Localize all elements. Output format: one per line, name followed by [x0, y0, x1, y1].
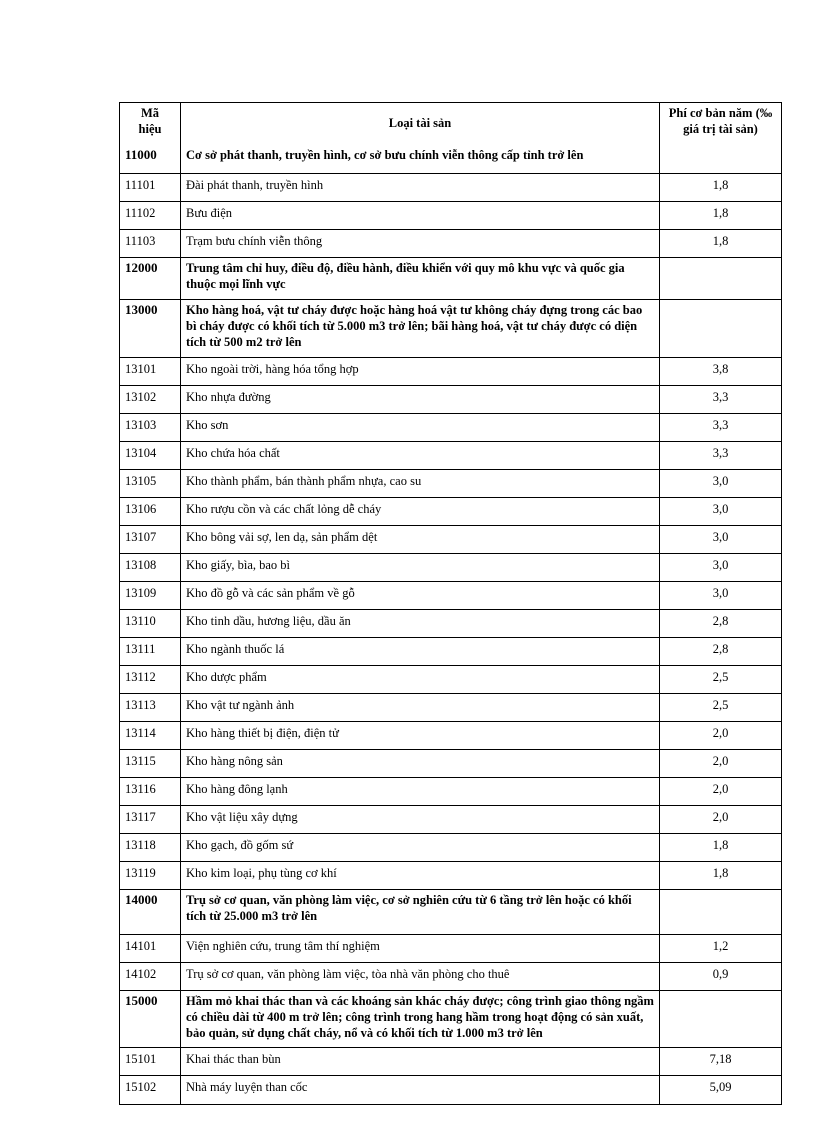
- table-row: [120, 666, 782, 694]
- type-cell: Kho rượu cồn và các chất lỏng dễ cháy: [181, 498, 660, 526]
- fee-cell: 2,0: [660, 750, 782, 778]
- type-cell: Kho gạch, đồ gốm sứ: [181, 834, 660, 862]
- type-cell: Kho bông vải sợ, len dạ, sản phẩm dệt: [181, 526, 660, 554]
- fee-cell: 3,0: [660, 526, 782, 554]
- fee-cell: 3,8: [660, 358, 782, 386]
- code-cell: 13114: [120, 722, 181, 750]
- table-row: [120, 750, 782, 778]
- fee-header-cell: [660, 103, 782, 174]
- type-cell: Kho hàng thiết bị điện, điện tử: [181, 722, 660, 750]
- code-header-cell: [120, 103, 181, 174]
- type-cell: Đài phát thanh, truyền hình: [181, 174, 660, 202]
- table-row: [120, 610, 782, 638]
- fee-cell: 3,0: [660, 498, 782, 526]
- code-cell: 13105: [120, 470, 181, 498]
- type-cell: Kho vật liệu xây dựng: [181, 806, 660, 834]
- fee-cell: 5,09: [660, 1076, 782, 1105]
- table-row: [120, 526, 782, 554]
- code-cell: 13104: [120, 442, 181, 470]
- type-column-header: Loại tài sản: [388, 116, 452, 130]
- code-cell: 13106: [120, 498, 181, 526]
- fee-cell: 1,8: [660, 202, 782, 230]
- type-cell: Kho tinh dầu, hương liệu, dầu ăn: [181, 610, 660, 638]
- fee-cell: 1,8: [660, 834, 782, 862]
- code-cell: 13110: [120, 610, 181, 638]
- type-cell: Kho ngoài trời, hàng hóa tổng hợp: [181, 358, 660, 386]
- code-cell: 13116: [120, 778, 181, 806]
- type-cell: Trung tâm chỉ huy, điều độ, điều hành, điều khiển với quy mô khu vực và quốc gia thuộc mọi lĩnh vực: [181, 258, 660, 300]
- fee-table: [119, 102, 782, 1105]
- type-cell: Kho giấy, bìa, bao bì: [181, 554, 660, 582]
- code-cell: 13107: [120, 526, 181, 554]
- type-header-cell: [181, 103, 660, 174]
- code-column-header: Mã hiệu: [138, 106, 162, 136]
- fee-cell: 7,18: [660, 1048, 782, 1076]
- type-cell: Khai thác than bùn: [181, 1048, 660, 1076]
- type-cell: Kho vật tư ngành ảnh: [181, 694, 660, 722]
- code-cell: 13111: [120, 638, 181, 666]
- fee-cell: 3,3: [660, 442, 782, 470]
- table-header-row: [120, 103, 782, 174]
- fee-cell: 0,9: [660, 963, 782, 991]
- fee-cell: [660, 991, 782, 1048]
- fee-cell: 1,2: [660, 935, 782, 963]
- type-cell: Viện nghiên cứu, trung tâm thí nghiệm: [181, 935, 660, 963]
- group-row: [120, 300, 782, 358]
- group-row: [120, 991, 782, 1048]
- type-cell: Trạm bưu chính viễn thông: [181, 230, 660, 258]
- table-row: [120, 554, 782, 582]
- fee-cell: 3,0: [660, 470, 782, 498]
- code-cell: 13112: [120, 666, 181, 694]
- type-cell: Kho sơn: [181, 414, 660, 442]
- fee-cell: 3,0: [660, 554, 782, 582]
- type-cell: Kho kim loại, phụ tùng cơ khí: [181, 862, 660, 890]
- table-row: [120, 694, 782, 722]
- type-cell: Kho ngành thuốc lá: [181, 638, 660, 666]
- type-cell: Trụ sở cơ quan, văn phòng làm việc, tòa nhà văn phòng cho thuê: [181, 963, 660, 991]
- code-cell: 12000: [120, 258, 181, 300]
- code-cell: 13109: [120, 582, 181, 610]
- fee-cell: 2,5: [660, 694, 782, 722]
- fee-cell: 1,8: [660, 174, 782, 202]
- code-cell: 11101: [120, 174, 181, 202]
- code-cell: 14000: [120, 890, 181, 935]
- fee-cell: 1,8: [660, 230, 782, 258]
- code-cell: 13118: [120, 834, 181, 862]
- type-cell: Hầm mỏ khai thác than và các khoáng sản khác cháy được; công trình giao thông ngầm có chiều dài từ 400 m trở lên; công trình trong hang hầm trong hoạt động có sản xuất, bảo quản, sử dụng chất cháy, nổ và có khối tích từ 1.000 m3 trở lên: [181, 991, 660, 1048]
- table-row: [120, 862, 782, 890]
- type-cell: Nhà máy luyện than cốc: [181, 1076, 660, 1105]
- table-row: [120, 498, 782, 526]
- fee-cell: 2,8: [660, 638, 782, 666]
- group-title: Cơ sở phát thanh, truyền hình, cơ sở bưu chính viễn thông cấp tỉnh trở lên: [186, 148, 584, 162]
- type-cell: Kho hàng hoá, vật tư cháy được hoặc hàng hoá vật tư không cháy đựng trong các bao bì cháy được có khối tích từ 5.000 m3 trở lên; bãi hàng hoá, vật tư cháy được có diện tích từ 500 m2 trở lên: [181, 300, 660, 358]
- fee-cell: 2,5: [660, 666, 782, 694]
- group-row: [120, 258, 782, 300]
- fee-cell: 1,8: [660, 862, 782, 890]
- fee-cell: 2,0: [660, 722, 782, 750]
- table-row: [120, 386, 782, 414]
- code-cell: 13102: [120, 386, 181, 414]
- code-cell: 15000: [120, 991, 181, 1048]
- fee-cell: 2,0: [660, 806, 782, 834]
- fee-cell: 2,8: [660, 610, 782, 638]
- code-cell: 11102: [120, 202, 181, 230]
- table-row: [120, 414, 782, 442]
- table-row: [120, 722, 782, 750]
- type-cell: Kho chứa hóa chất: [181, 442, 660, 470]
- fee-cell: [660, 258, 782, 300]
- type-cell: Kho đồ gỗ và các sản phẩm về gỗ: [181, 582, 660, 610]
- code-cell: 14102: [120, 963, 181, 991]
- code-cell: 13101: [120, 358, 181, 386]
- table-row: [120, 935, 782, 963]
- type-cell: Kho hàng nông sản: [181, 750, 660, 778]
- fee-column-header: Phí cơ bản năm (‰ giá trị tài sản): [668, 106, 773, 136]
- code-cell: 13103: [120, 414, 181, 442]
- code-cell: 13117: [120, 806, 181, 834]
- code-cell: 15102: [120, 1076, 181, 1105]
- table-row: [120, 834, 782, 862]
- table-row: [120, 778, 782, 806]
- group-row: [120, 890, 782, 935]
- type-cell: Bưu điện: [181, 202, 660, 230]
- table-row: [120, 963, 782, 991]
- fee-cell: [660, 890, 782, 935]
- code-cell: 13108: [120, 554, 181, 582]
- table-row: [120, 582, 782, 610]
- table-row: [120, 806, 782, 834]
- type-cell: Kho hàng đông lạnh: [181, 778, 660, 806]
- fee-cell: 3,3: [660, 386, 782, 414]
- table-row: [120, 358, 782, 386]
- table-row: [120, 638, 782, 666]
- type-cell: Kho nhựa đường: [181, 386, 660, 414]
- table-row: [120, 174, 782, 202]
- code-cell: 13119: [120, 862, 181, 890]
- table-row: [120, 1076, 782, 1105]
- table-row: [120, 202, 782, 230]
- code-cell: 13113: [120, 694, 181, 722]
- code-cell: 13115: [120, 750, 181, 778]
- type-cell: Kho thành phẩm, bán thành phẩm nhựa, cao su: [181, 470, 660, 498]
- table-row: [120, 1048, 782, 1076]
- type-cell: Kho dược phẩm: [181, 666, 660, 694]
- table-row: [120, 470, 782, 498]
- code-cell: 13000: [120, 300, 181, 358]
- table-row: [120, 442, 782, 470]
- fee-cell: 3,3: [660, 414, 782, 442]
- fee-cell: 3,0: [660, 582, 782, 610]
- type-cell: Trụ sở cơ quan, văn phòng làm việc, cơ sở nghiên cứu từ 6 tầng trở lên hoặc có khối tích từ 25.000 m3 trở lên: [181, 890, 660, 935]
- code-cell: 14101: [120, 935, 181, 963]
- code-cell: 11103: [120, 230, 181, 258]
- fee-cell: [660, 300, 782, 358]
- code-cell: 15101: [120, 1048, 181, 1076]
- fee-cell: 2,0: [660, 778, 782, 806]
- group-code: 11000: [125, 147, 157, 162]
- table-row: [120, 230, 782, 258]
